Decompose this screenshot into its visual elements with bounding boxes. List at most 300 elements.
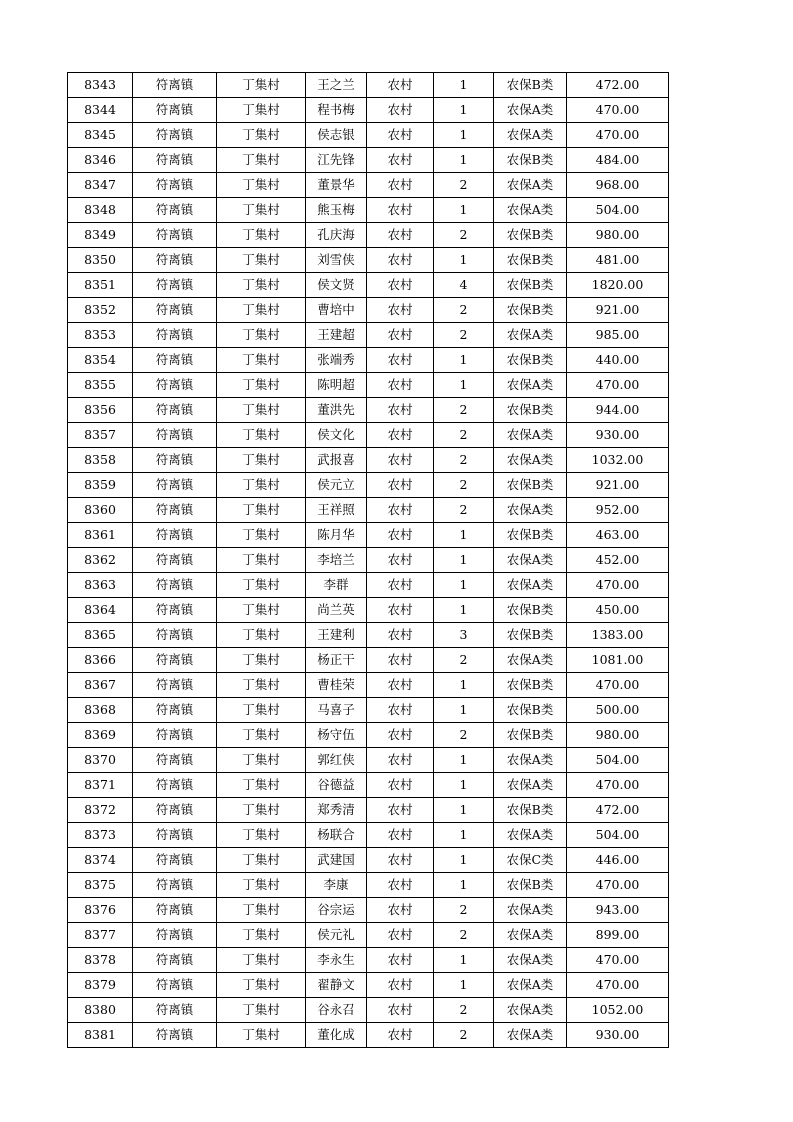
cell-name: 熊玉梅 <box>306 198 367 223</box>
cell-member-count: 1 <box>434 523 494 548</box>
cell-village: 丁集村 <box>217 623 306 648</box>
cell-member-count: 1 <box>434 948 494 973</box>
cell-name: 李永生 <box>306 948 367 973</box>
cell-village: 丁集村 <box>217 548 306 573</box>
table-row <box>68 73 669 98</box>
cell-amount: 463.00 <box>567 523 669 548</box>
cell-town: 符离镇 <box>133 998 217 1023</box>
cell-member-count: 1 <box>434 773 494 798</box>
cell-village: 丁集村 <box>217 223 306 248</box>
cell-member-count: 2 <box>434 398 494 423</box>
cell-record-id: 8358 <box>68 448 133 473</box>
cell-insurance-category: 农保A类 <box>494 973 567 998</box>
cell-household-type: 农村 <box>367 623 434 648</box>
cell-record-id: 8362 <box>68 548 133 573</box>
table-row <box>68 748 669 773</box>
cell-member-count: 2 <box>434 1023 494 1048</box>
cell-record-id: 8351 <box>68 273 133 298</box>
cell-name: 郑秀清 <box>306 798 367 823</box>
cell-town: 符离镇 <box>133 948 217 973</box>
cell-household-type: 农村 <box>367 498 434 523</box>
cell-household-type: 农村 <box>367 73 434 98</box>
cell-town: 符离镇 <box>133 898 217 923</box>
cell-record-id: 8361 <box>68 523 133 548</box>
cell-household-type: 农村 <box>367 523 434 548</box>
cell-amount: 899.00 <box>567 923 669 948</box>
cell-name: 杨联合 <box>306 823 367 848</box>
cell-member-count: 1 <box>434 848 494 873</box>
table-row <box>68 148 669 173</box>
cell-amount: 472.00 <box>567 73 669 98</box>
cell-town: 符离镇 <box>133 573 217 598</box>
table-row <box>68 523 669 548</box>
cell-name: 王建超 <box>306 323 367 348</box>
cell-town: 符离镇 <box>133 123 217 148</box>
cell-amount: 470.00 <box>567 773 669 798</box>
cell-household-type: 农村 <box>367 723 434 748</box>
cell-household-type: 农村 <box>367 248 434 273</box>
cell-record-id: 8360 <box>68 498 133 523</box>
cell-member-count: 2 <box>434 648 494 673</box>
table-row <box>68 323 669 348</box>
cell-village: 丁集村 <box>217 473 306 498</box>
cell-insurance-category: 农保B类 <box>494 723 567 748</box>
cell-member-count: 2 <box>434 323 494 348</box>
cell-record-id: 8345 <box>68 123 133 148</box>
cell-town: 符离镇 <box>133 348 217 373</box>
cell-town: 符离镇 <box>133 223 217 248</box>
cell-town: 符离镇 <box>133 373 217 398</box>
cell-insurance-category: 农保B类 <box>494 873 567 898</box>
cell-name: 王建利 <box>306 623 367 648</box>
cell-name: 王之兰 <box>306 73 367 98</box>
cell-name: 董洪先 <box>306 398 367 423</box>
table-row <box>68 548 669 573</box>
cell-member-count: 2 <box>434 723 494 748</box>
cell-record-id: 8346 <box>68 148 133 173</box>
cell-insurance-category: 农保A类 <box>494 648 567 673</box>
cell-amount: 921.00 <box>567 298 669 323</box>
table-row <box>68 773 669 798</box>
cell-insurance-category: 农保B类 <box>494 398 567 423</box>
cell-member-count: 2 <box>434 423 494 448</box>
cell-insurance-category: 农保A类 <box>494 98 567 123</box>
cell-household-type: 农村 <box>367 873 434 898</box>
cell-name: 李培兰 <box>306 548 367 573</box>
cell-amount: 470.00 <box>567 673 669 698</box>
cell-insurance-category: 农保A类 <box>494 573 567 598</box>
cell-record-id: 8376 <box>68 898 133 923</box>
cell-member-count: 1 <box>434 673 494 698</box>
cell-name: 武建国 <box>306 848 367 873</box>
cell-insurance-category: 农保B类 <box>494 73 567 98</box>
cell-record-id: 8350 <box>68 248 133 273</box>
cell-amount: 470.00 <box>567 948 669 973</box>
cell-insurance-category: 农保A类 <box>494 373 567 398</box>
cell-household-type: 农村 <box>367 648 434 673</box>
cell-household-type: 农村 <box>367 298 434 323</box>
cell-name: 谷宗运 <box>306 898 367 923</box>
cell-village: 丁集村 <box>217 773 306 798</box>
cell-amount: 1081.00 <box>567 648 669 673</box>
cell-insurance-category: 农保B类 <box>494 798 567 823</box>
cell-member-count: 2 <box>434 173 494 198</box>
cell-amount: 952.00 <box>567 498 669 523</box>
cell-town: 符离镇 <box>133 548 217 573</box>
cell-household-type: 农村 <box>367 823 434 848</box>
cell-village: 丁集村 <box>217 448 306 473</box>
cell-town: 符离镇 <box>133 523 217 548</box>
cell-member-count: 1 <box>434 198 494 223</box>
table-row <box>68 648 669 673</box>
table-row <box>68 448 669 473</box>
cell-amount: 500.00 <box>567 698 669 723</box>
cell-town: 符离镇 <box>133 73 217 98</box>
cell-insurance-category: 农保B类 <box>494 298 567 323</box>
cell-member-count: 1 <box>434 973 494 998</box>
cell-member-count: 1 <box>434 348 494 373</box>
cell-member-count: 1 <box>434 548 494 573</box>
cell-name: 翟静文 <box>306 973 367 998</box>
records-table-body <box>68 73 669 1048</box>
cell-town: 符离镇 <box>133 298 217 323</box>
cell-household-type: 农村 <box>367 148 434 173</box>
cell-household-type: 农村 <box>367 673 434 698</box>
cell-village: 丁集村 <box>217 373 306 398</box>
cell-village: 丁集村 <box>217 873 306 898</box>
cell-member-count: 2 <box>434 223 494 248</box>
cell-village: 丁集村 <box>217 398 306 423</box>
cell-name: 武报喜 <box>306 448 367 473</box>
table-row <box>68 623 669 648</box>
cell-insurance-category: 农保A类 <box>494 998 567 1023</box>
cell-household-type: 农村 <box>367 973 434 998</box>
cell-village: 丁集村 <box>217 523 306 548</box>
cell-name: 陈明超 <box>306 373 367 398</box>
cell-record-id: 8349 <box>68 223 133 248</box>
cell-amount: 446.00 <box>567 848 669 873</box>
cell-member-count: 3 <box>434 623 494 648</box>
cell-record-id: 8377 <box>68 923 133 948</box>
cell-name: 程书梅 <box>306 98 367 123</box>
cell-town: 符离镇 <box>133 848 217 873</box>
table-row <box>68 298 669 323</box>
cell-village: 丁集村 <box>217 173 306 198</box>
cell-village: 丁集村 <box>217 848 306 873</box>
cell-name: 曹桂荣 <box>306 673 367 698</box>
cell-member-count: 2 <box>434 448 494 473</box>
cell-name: 马喜子 <box>306 698 367 723</box>
cell-village: 丁集村 <box>217 1023 306 1048</box>
cell-town: 符离镇 <box>133 973 217 998</box>
cell-record-id: 8343 <box>68 73 133 98</box>
cell-name: 侯文化 <box>306 423 367 448</box>
cell-village: 丁集村 <box>217 73 306 98</box>
cell-village: 丁集村 <box>217 923 306 948</box>
cell-town: 符离镇 <box>133 1023 217 1048</box>
cell-amount: 921.00 <box>567 473 669 498</box>
cell-name: 侯元礼 <box>306 923 367 948</box>
records-table <box>67 72 669 1048</box>
cell-member-count: 2 <box>434 473 494 498</box>
cell-amount: 504.00 <box>567 823 669 848</box>
cell-household-type: 农村 <box>367 473 434 498</box>
cell-record-id: 8356 <box>68 398 133 423</box>
cell-town: 符离镇 <box>133 173 217 198</box>
cell-insurance-category: 农保B类 <box>494 248 567 273</box>
cell-amount: 968.00 <box>567 173 669 198</box>
cell-insurance-category: 农保A类 <box>494 323 567 348</box>
cell-name: 李群 <box>306 573 367 598</box>
cell-name: 尚兰英 <box>306 598 367 623</box>
cell-village: 丁集村 <box>217 948 306 973</box>
cell-town: 符离镇 <box>133 798 217 823</box>
cell-household-type: 农村 <box>367 573 434 598</box>
cell-member-count: 1 <box>434 598 494 623</box>
cell-record-id: 8366 <box>68 648 133 673</box>
table-row <box>68 98 669 123</box>
cell-amount: 930.00 <box>567 1023 669 1048</box>
cell-record-id: 8357 <box>68 423 133 448</box>
cell-village: 丁集村 <box>217 123 306 148</box>
cell-household-type: 农村 <box>367 348 434 373</box>
cell-record-id: 8354 <box>68 348 133 373</box>
cell-village: 丁集村 <box>217 823 306 848</box>
cell-town: 符离镇 <box>133 498 217 523</box>
cell-village: 丁集村 <box>217 498 306 523</box>
cell-village: 丁集村 <box>217 348 306 373</box>
cell-record-id: 8379 <box>68 973 133 998</box>
cell-town: 符离镇 <box>133 248 217 273</box>
cell-town: 符离镇 <box>133 923 217 948</box>
cell-record-id: 8355 <box>68 373 133 398</box>
cell-household-type: 农村 <box>367 398 434 423</box>
cell-record-id: 8372 <box>68 798 133 823</box>
cell-insurance-category: 农保B类 <box>494 598 567 623</box>
cell-town: 符离镇 <box>133 148 217 173</box>
cell-record-id: 8364 <box>68 598 133 623</box>
cell-record-id: 8367 <box>68 673 133 698</box>
cell-household-type: 农村 <box>367 998 434 1023</box>
cell-member-count: 1 <box>434 123 494 148</box>
cell-amount: 1052.00 <box>567 998 669 1023</box>
table-row <box>68 948 669 973</box>
cell-household-type: 农村 <box>367 373 434 398</box>
cell-record-id: 8352 <box>68 298 133 323</box>
cell-household-type: 农村 <box>367 98 434 123</box>
table-row <box>68 673 669 698</box>
cell-record-id: 8381 <box>68 1023 133 1048</box>
cell-name: 王祥照 <box>306 498 367 523</box>
cell-town: 符离镇 <box>133 198 217 223</box>
cell-name: 杨正干 <box>306 648 367 673</box>
cell-village: 丁集村 <box>217 798 306 823</box>
cell-name: 陈月华 <box>306 523 367 548</box>
cell-record-id: 8348 <box>68 198 133 223</box>
cell-town: 符离镇 <box>133 623 217 648</box>
cell-insurance-category: 农保A类 <box>494 773 567 798</box>
cell-record-id: 8369 <box>68 723 133 748</box>
cell-village: 丁集村 <box>217 673 306 698</box>
cell-name: 董景华 <box>306 173 367 198</box>
cell-town: 符离镇 <box>133 98 217 123</box>
cell-amount: 470.00 <box>567 123 669 148</box>
cell-name: 曹培中 <box>306 298 367 323</box>
cell-name: 侯文贤 <box>306 273 367 298</box>
table-row <box>68 898 669 923</box>
cell-insurance-category: 农保B类 <box>494 148 567 173</box>
cell-insurance-category: 农保A类 <box>494 123 567 148</box>
cell-household-type: 农村 <box>367 448 434 473</box>
cell-insurance-category: 农保A类 <box>494 748 567 773</box>
cell-amount: 943.00 <box>567 898 669 923</box>
cell-household-type: 农村 <box>367 798 434 823</box>
cell-member-count: 1 <box>434 698 494 723</box>
cell-household-type: 农村 <box>367 748 434 773</box>
table-row <box>68 848 669 873</box>
cell-village: 丁集村 <box>217 323 306 348</box>
cell-town: 符离镇 <box>133 473 217 498</box>
cell-village: 丁集村 <box>217 423 306 448</box>
cell-name: 谷永召 <box>306 998 367 1023</box>
cell-insurance-category: 农保B类 <box>494 223 567 248</box>
cell-insurance-category: 农保B类 <box>494 623 567 648</box>
cell-insurance-category: 农保A类 <box>494 498 567 523</box>
cell-name: 董化成 <box>306 1023 367 1048</box>
cell-member-count: 1 <box>434 748 494 773</box>
cell-town: 符离镇 <box>133 873 217 898</box>
cell-insurance-category: 农保A类 <box>494 548 567 573</box>
cell-record-id: 8347 <box>68 173 133 198</box>
cell-insurance-category: 农保A类 <box>494 448 567 473</box>
cell-insurance-category: 农保A类 <box>494 198 567 223</box>
cell-insurance-category: 农保A类 <box>494 1023 567 1048</box>
cell-village: 丁集村 <box>217 598 306 623</box>
cell-insurance-category: 农保B类 <box>494 673 567 698</box>
cell-member-count: 4 <box>434 273 494 298</box>
cell-town: 符离镇 <box>133 448 217 473</box>
cell-household-type: 农村 <box>367 273 434 298</box>
cell-town: 符离镇 <box>133 823 217 848</box>
cell-town: 符离镇 <box>133 673 217 698</box>
table-row <box>68 873 669 898</box>
cell-insurance-category: 农保A类 <box>494 948 567 973</box>
cell-amount: 470.00 <box>567 98 669 123</box>
cell-town: 符离镇 <box>133 698 217 723</box>
cell-record-id: 8370 <box>68 748 133 773</box>
cell-insurance-category: 农保A类 <box>494 423 567 448</box>
cell-insurance-category: 农保B类 <box>494 523 567 548</box>
table-row <box>68 498 669 523</box>
cell-household-type: 农村 <box>367 598 434 623</box>
cell-record-id: 8375 <box>68 873 133 898</box>
cell-amount: 1032.00 <box>567 448 669 473</box>
table-row <box>68 173 669 198</box>
cell-amount: 504.00 <box>567 198 669 223</box>
table-row <box>68 373 669 398</box>
cell-town: 符离镇 <box>133 273 217 298</box>
table-row <box>68 823 669 848</box>
cell-insurance-category: 农保A类 <box>494 173 567 198</box>
cell-town: 符离镇 <box>133 323 217 348</box>
cell-amount: 944.00 <box>567 398 669 423</box>
cell-record-id: 8378 <box>68 948 133 973</box>
cell-record-id: 8344 <box>68 98 133 123</box>
table-row <box>68 923 669 948</box>
cell-town: 符离镇 <box>133 773 217 798</box>
cell-village: 丁集村 <box>217 723 306 748</box>
cell-household-type: 农村 <box>367 773 434 798</box>
cell-town: 符离镇 <box>133 723 217 748</box>
cell-village: 丁集村 <box>217 573 306 598</box>
cell-name: 侯志银 <box>306 123 367 148</box>
cell-name: 孔庆海 <box>306 223 367 248</box>
cell-member-count: 2 <box>434 498 494 523</box>
cell-household-type: 农村 <box>367 323 434 348</box>
cell-name: 侯元立 <box>306 473 367 498</box>
cell-amount: 1383.00 <box>567 623 669 648</box>
cell-insurance-category: 农保A类 <box>494 823 567 848</box>
table-row <box>68 473 669 498</box>
cell-household-type: 农村 <box>367 223 434 248</box>
cell-record-id: 8373 <box>68 823 133 848</box>
cell-name: 张端秀 <box>306 348 367 373</box>
cell-record-id: 8371 <box>68 773 133 798</box>
table-row <box>68 398 669 423</box>
cell-household-type: 农村 <box>367 173 434 198</box>
cell-record-id: 8374 <box>68 848 133 873</box>
cell-name: 李康 <box>306 873 367 898</box>
cell-village: 丁集村 <box>217 273 306 298</box>
cell-town: 符离镇 <box>133 598 217 623</box>
cell-village: 丁集村 <box>217 648 306 673</box>
cell-amount: 481.00 <box>567 248 669 273</box>
cell-amount: 452.00 <box>567 548 669 573</box>
cell-town: 符离镇 <box>133 398 217 423</box>
cell-insurance-category: 农保B类 <box>494 698 567 723</box>
cell-village: 丁集村 <box>217 973 306 998</box>
cell-record-id: 8363 <box>68 573 133 598</box>
table-row <box>68 123 669 148</box>
cell-village: 丁集村 <box>217 148 306 173</box>
cell-village: 丁集村 <box>217 698 306 723</box>
cell-village: 丁集村 <box>217 298 306 323</box>
cell-amount: 985.00 <box>567 323 669 348</box>
cell-amount: 1820.00 <box>567 273 669 298</box>
cell-record-id: 8365 <box>68 623 133 648</box>
cell-insurance-category: 农保A类 <box>494 898 567 923</box>
cell-amount: 470.00 <box>567 873 669 898</box>
cell-name: 江先锋 <box>306 148 367 173</box>
table-row <box>68 998 669 1023</box>
cell-household-type: 农村 <box>367 898 434 923</box>
cell-insurance-category: 农保B类 <box>494 273 567 298</box>
cell-amount: 980.00 <box>567 223 669 248</box>
cell-village: 丁集村 <box>217 998 306 1023</box>
cell-insurance-category: 农保C类 <box>494 848 567 873</box>
cell-village: 丁集村 <box>217 248 306 273</box>
cell-insurance-category: 农保A类 <box>494 923 567 948</box>
cell-record-id: 8359 <box>68 473 133 498</box>
cell-member-count: 1 <box>434 823 494 848</box>
cell-village: 丁集村 <box>217 898 306 923</box>
cell-name: 谷德益 <box>306 773 367 798</box>
cell-amount: 440.00 <box>567 348 669 373</box>
cell-name: 杨守伍 <box>306 723 367 748</box>
cell-member-count: 2 <box>434 998 494 1023</box>
cell-town: 符离镇 <box>133 748 217 773</box>
cell-household-type: 农村 <box>367 923 434 948</box>
